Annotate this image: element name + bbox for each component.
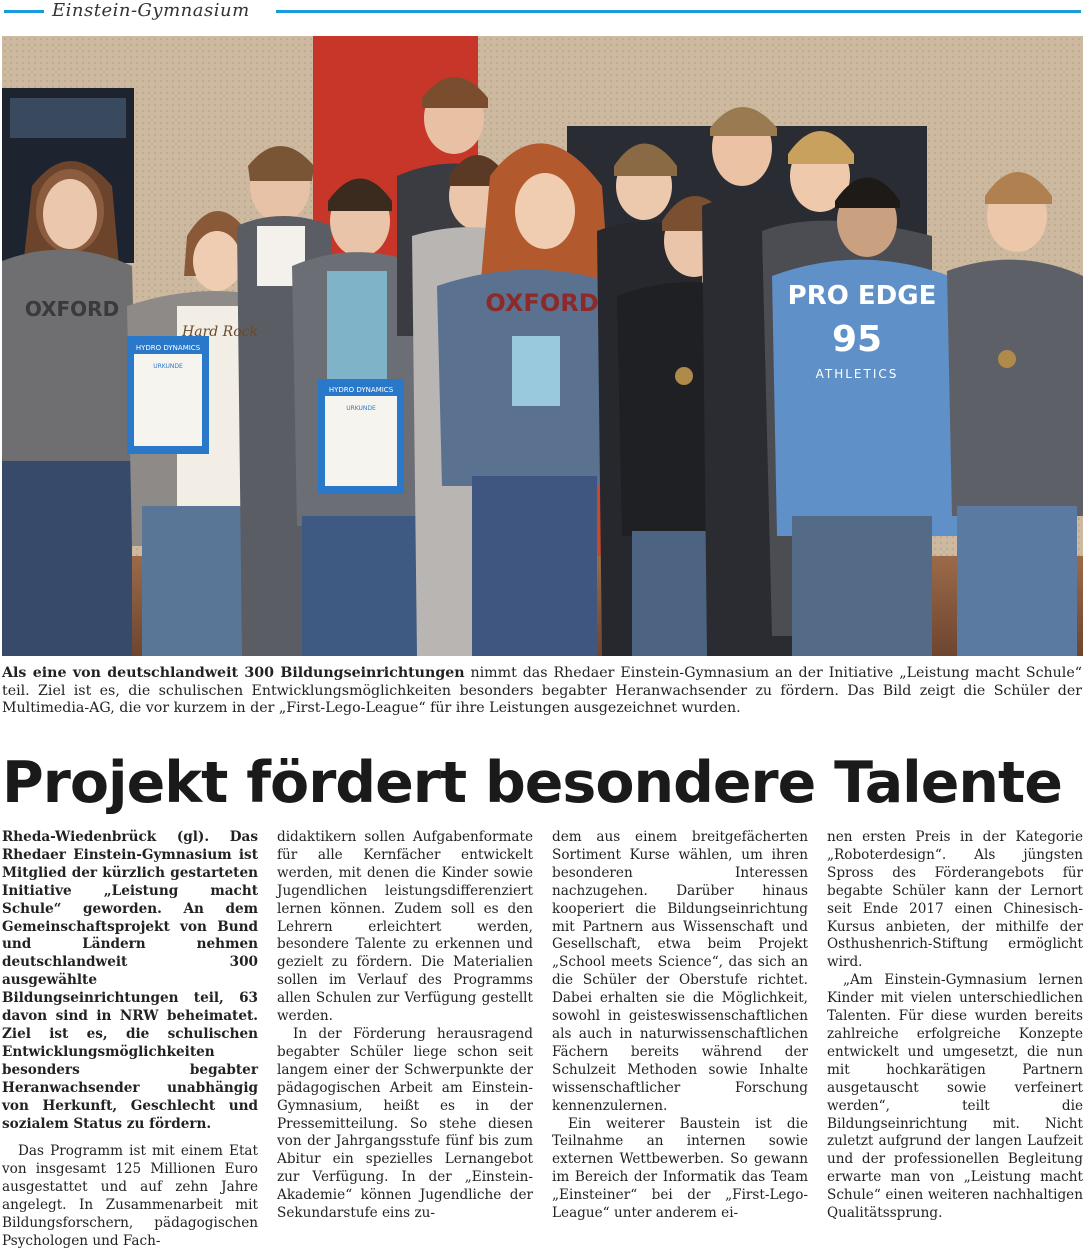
- group-photo: [2, 36, 1083, 656]
- caption-text: nimmt das Rhedaer Einstein-Gymnasium an der Initiative „Leistung macht Schule“ teil. Ziel ist es, die schulischen Entwicklungsmöglichkeiten besonders begabter Heranwachsender zu fördern. Das Bild zeigt die Schüler der Multimedia-AG, die vor kurzem in der „First-Lego-League“ für ihre Leistungen ausgezeichnet wurden.: [2, 665, 1082, 716]
- certificate-left: [127, 336, 209, 454]
- article-paragraph: Das Programm ist mit einem Etat von insgesamt 125 Millionen Euro ausgestattet und auf zehn Jahre angelegt. In Zusammenarbeit mit Bildungsforschern, pädagogischen Psychologen und Fach-: [2, 1143, 258, 1249]
- group-photo-illustration: [2, 36, 1083, 656]
- article-column-2: [277, 829, 533, 1223]
- shirt-text-number: 95: [831, 319, 883, 360]
- certificate-right: [318, 379, 404, 494]
- article-lead: Rheda-Wiedenbrück (gl). Das Rhedaer Einstein-Gymnasium ist Mitglied der kürzlich gestarteten Initiative „Leistung macht Schule“ geworden. An dem Gemeinschaftsprojekt von Bund und Ländern nehmen deutschlandweit 300 ausgewählte Bildungseinrichtungen teil, 63 davon sind in NRW beheimatet. Ziel ist es, die schulischen Entwicklungsmöglichkeiten besonders begabter Heranwachsender unabhängig von Herkunft, Geschlecht und sozialem Status zu fördern.: [2, 829, 258, 1132]
- trophy: [512, 336, 560, 406]
- header-rule-right: [276, 10, 1081, 13]
- photo-caption: [2, 665, 1082, 718]
- medal-1: [675, 367, 693, 385]
- article-paragraph: didaktikern sollen Aufgabenformate für alle Kernfächer entwickelt werden, mit denen die Kinder sowie Jugendlichen leistungsdifferenziert lernen können. Zudem soll es den Lehrern erleichtert werden, besondere Talente zu erkennen und gezielt zu fördern. Die Materialien sollen im Verlauf des Programms allen Schulen zur Verfügung gestellt werden.: [277, 829, 533, 1025]
- medal-2: [998, 350, 1016, 368]
- shirt-text-oxford-2: OXFORD: [485, 289, 599, 317]
- cert-left-header: HYDRO DYNAMICS: [135, 344, 201, 352]
- article-paragraph: In der Förderung herausragend begabter Schüler liege schon seit langem einer der Schwerpunkte der pädagogischen Arbeit am Einstein-Gymnasium, heißt es in der Pressemitteilung. So stehe diesen von der Jahrgangsstufe fünf bis zum Abitur ein spezielles Lernangebot zur Verfügung. In der „Einstein-Akademie“ können Jugendliche der Sekundarstufe eins zu-: [277, 1025, 533, 1222]
- shirt-text-hardrock: Hard Rock: [182, 324, 258, 340]
- article-paragraph: Ein weiterer Baustein ist die Teilnahme an internen sowie externen Wettbewerben. So gewann im Bereich der Informatik das Team „Einsteiner“ bei der „First-Lego-League“ unter anderem ei-: [552, 1115, 808, 1222]
- article-column-1: [2, 829, 258, 1251]
- cert-right-title: URKUNDE: [346, 405, 376, 412]
- shirt-text-proedge: PRO EDGE: [787, 281, 937, 311]
- article-paragraph: „Am Einstein-Gymnasium lernen Kinder mit vielen unterschiedlichen Talenten. Für diese wurden bereits zahlreiche erfolgreiche Konzepte entwickelt und umgesetzt, die nun mit hochkarätigen Partnern ausgetauscht sowie verfeinert werden“, teilt die Bildungseinrichtung mit. Nicht zuletzt aufgrund der langen Laufzeit und der professionellen Begleitung erwarte man von „Leistung macht Schule“ einen weiteren nachhaltigen Qualitätssprung.: [827, 972, 1083, 1222]
- cert-right-header: HYDRO DYNAMICS: [328, 386, 394, 394]
- caption-lead: Als eine von deutschlandweit 300 Bildungseinrichtungen: [2, 665, 465, 681]
- header-rule-left: [4, 10, 44, 13]
- section-title: Einstein-Gymnasium: [52, 0, 250, 21]
- article-paragraph: nen ersten Preis in der Kategorie „Roboterdesign“. Als jüngsten Spross des Förderangebots für begabte Schüler kann der Lernort seit Ende 2017 einen Chinesisch-Kursus anbieten, der mithilfe der Osthushenrich-Stiftung ermöglicht wird.: [827, 829, 1083, 971]
- headline: Projekt fördert besondere Talente: [2, 750, 1062, 816]
- shirt-text-oxford-1: OXFORD: [24, 297, 120, 321]
- shirt-text-athletics: ATHLETICS: [815, 367, 899, 381]
- article-paragraph: dem aus einem breitgefächerten Sortiment Kurse wählen, um ihren besonderen Interessen nachzugehen. Darüber hinaus kooperiert die Bildungseinrichtung mit Partnern aus Wissenschaft und Gesellschaft, etwa beim Projekt „School meets Science“, das sich an die Schüler der Oberstufe richtet. Dabei erhalten sie die Möglichkeit, sowohl in geisteswissenschaftlichen als auch in naturwissenschaftlichen Fächern bereits während der Schulzeit Methoden sowie Inhalte wissenschaftlicher Forschung kennenzulernen.: [552, 829, 808, 1114]
- article-column-4: [827, 829, 1083, 1223]
- article-column-3: [552, 829, 808, 1223]
- cert-left-title: URKUNDE: [153, 363, 183, 370]
- section-header: [0, 0, 1085, 24]
